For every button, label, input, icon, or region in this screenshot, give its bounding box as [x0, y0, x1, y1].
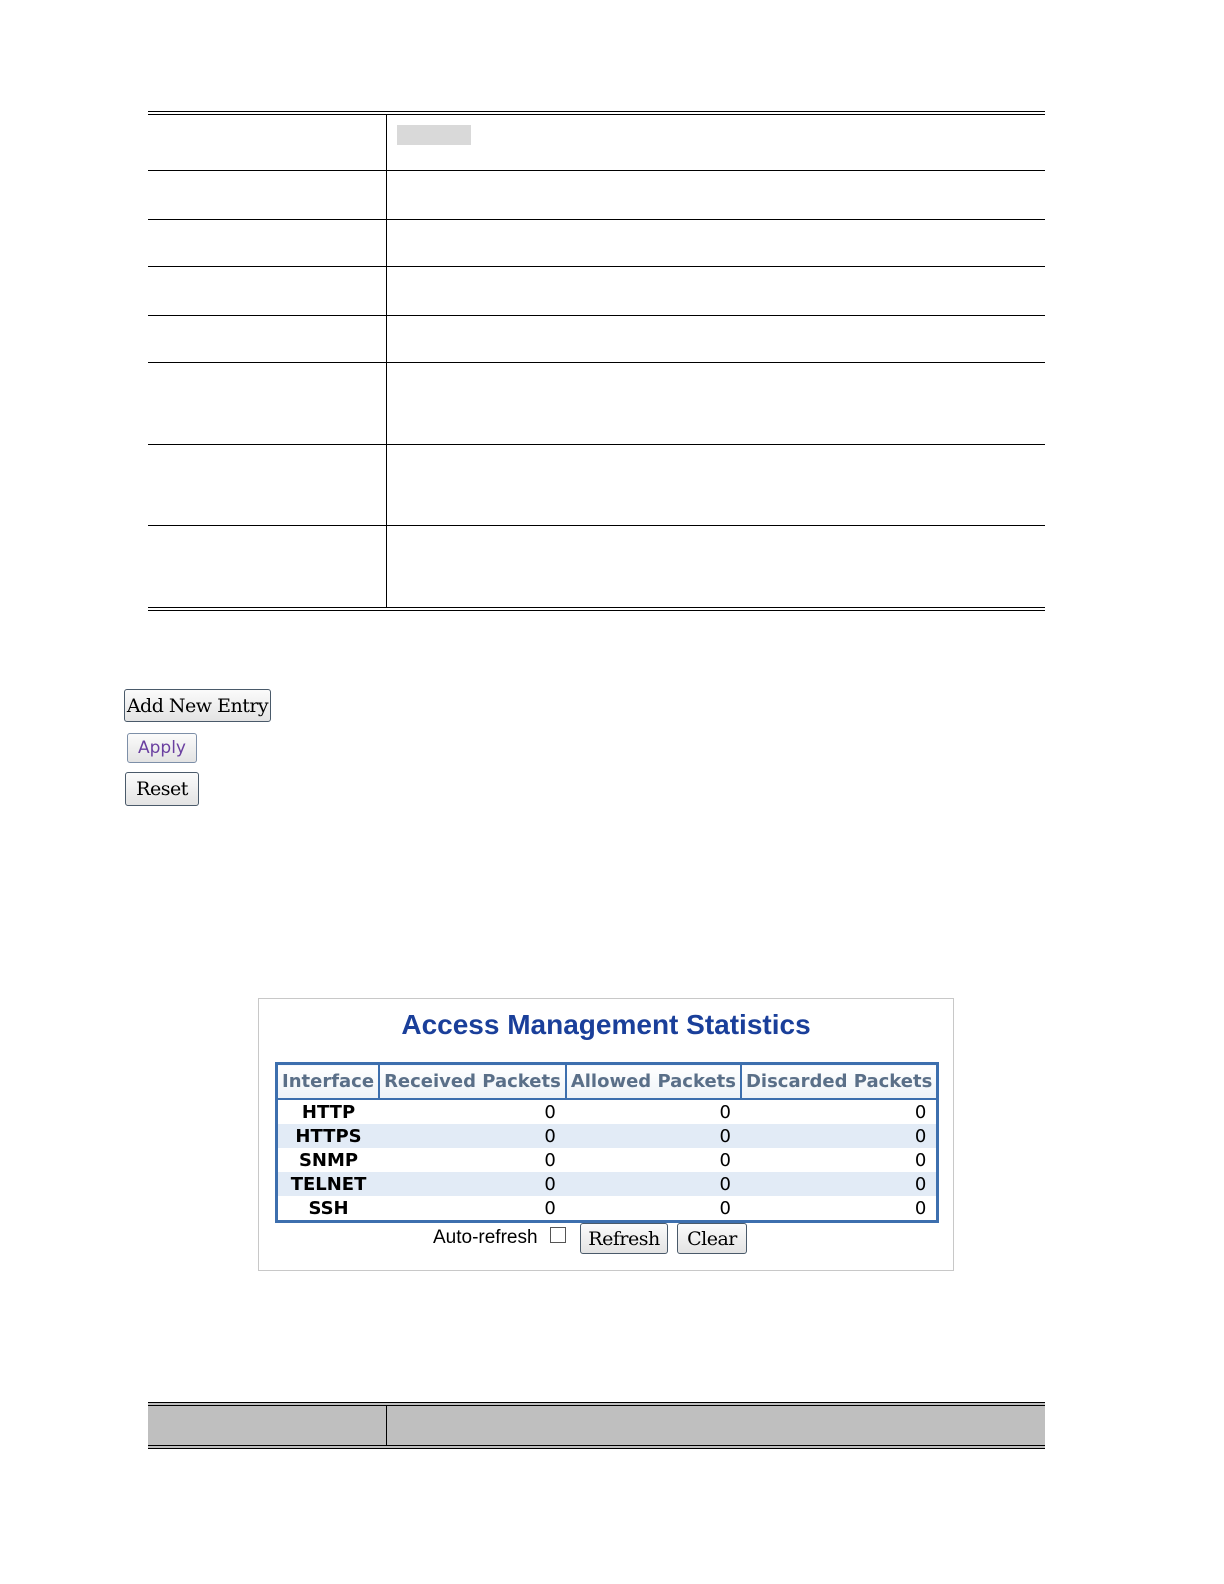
allowed-packets-cell: 0	[719, 1197, 731, 1219]
discarded-packets-cell: 0	[914, 1197, 927, 1219]
parameter-description-cell	[387, 445, 1045, 525]
allowed-packets-cell: 0	[719, 1101, 731, 1123]
object-table-header	[148, 1402, 1045, 1449]
parameter-description-cell	[387, 220, 1045, 266]
shaded-swatch	[397, 125, 471, 145]
received-packets-cell: 0	[544, 1101, 556, 1123]
column-header-discarded-packets: Discarded Packets	[741, 1064, 938, 1100]
parameter-description-cell	[387, 316, 1045, 362]
parameter-name-cell	[148, 526, 387, 607]
statistics-header-row	[277, 1064, 938, 1100]
reset-button[interactable]: Reset	[125, 772, 199, 806]
received-packets-cell: 0	[544, 1197, 556, 1219]
received-packets-cell: 0	[379, 1124, 566, 1148]
parameter-table	[148, 111, 1045, 611]
interface-cell: TELNET	[277, 1172, 380, 1196]
parameter-name-cell	[148, 363, 387, 444]
interface-cell: SSH	[308, 1197, 349, 1219]
interface-cell: HTTP	[301, 1101, 356, 1123]
parameter-name-cell	[148, 171, 387, 219]
refresh-button[interactable]: Refresh	[580, 1223, 668, 1254]
parameter-row	[148, 171, 1045, 220]
parameter-row	[148, 363, 1045, 445]
interface-cell: HTTPS	[277, 1124, 380, 1148]
discarded-packets-cell: 0	[914, 1149, 927, 1171]
table-row	[277, 1124, 938, 1148]
parameter-row	[148, 115, 1045, 171]
table-row	[277, 1172, 938, 1196]
discarded-packets-cell: 0	[914, 1101, 927, 1123]
parameter-description-cell	[387, 363, 1045, 444]
clear-button[interactable]: Clear	[677, 1223, 747, 1254]
column-header-interface: Interface	[277, 1064, 380, 1100]
table-row	[277, 1099, 938, 1124]
object-header-cell	[148, 1406, 387, 1445]
parameter-row	[148, 526, 1045, 607]
table-row	[277, 1148, 938, 1172]
discarded-packets-cell: 0	[741, 1124, 938, 1148]
statistics-title: Access Management Statistics	[401, 1009, 811, 1040]
access-management-statistics-panel	[258, 998, 954, 1271]
statistics-table	[275, 1062, 939, 1223]
parameter-name-cell	[148, 267, 387, 315]
parameter-description-cell	[387, 115, 1045, 170]
parameter-description-cell	[387, 267, 1045, 315]
allowed-packets-cell: 0	[719, 1149, 731, 1171]
auto-refresh-label: Auto-refresh	[433, 1227, 538, 1248]
auto-refresh-checkbox[interactable]	[550, 1227, 566, 1243]
parameter-row	[148, 267, 1045, 316]
received-packets-cell: 0	[544, 1149, 556, 1171]
apply-button[interactable]: Apply	[127, 733, 197, 763]
discarded-packets-cell: 0	[741, 1172, 938, 1196]
parameter-row	[148, 445, 1045, 526]
add-new-entry-button[interactable]: Add New Entry	[124, 689, 271, 722]
interface-cell: SNMP	[298, 1149, 359, 1171]
table-row	[277, 1196, 938, 1222]
statistics-controls	[259, 1221, 953, 1255]
allowed-packets-cell: 0	[566, 1172, 741, 1196]
parameter-name-cell	[148, 316, 387, 362]
description-header-cell	[387, 1406, 1045, 1445]
parameter-name-cell	[148, 220, 387, 266]
column-header-allowed-packets: Allowed Packets	[566, 1064, 741, 1100]
parameter-description-cell	[387, 526, 1045, 607]
received-packets-cell: 0	[379, 1172, 566, 1196]
parameter-description-cell	[387, 171, 1045, 219]
column-header-received-packets: Received Packets	[379, 1064, 566, 1100]
allowed-packets-cell: 0	[566, 1124, 741, 1148]
parameter-name-cell	[148, 115, 387, 170]
parameter-row	[148, 316, 1045, 363]
parameter-name-cell	[148, 445, 387, 525]
parameter-row	[148, 220, 1045, 267]
